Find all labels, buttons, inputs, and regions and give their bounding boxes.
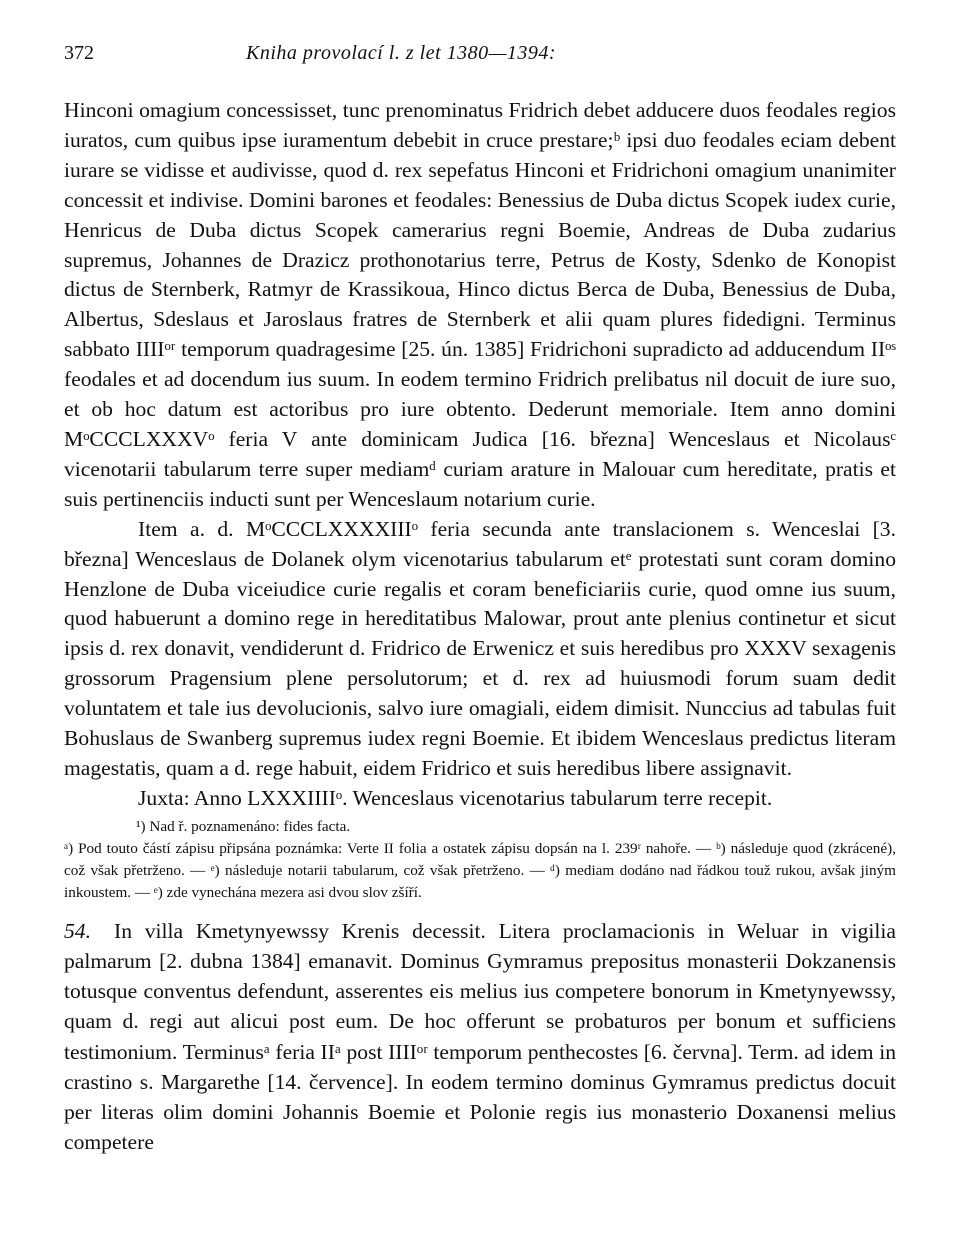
paragraph-continued: Hinconi omagium concessisset, tunc prenominatus Fridrich debet adducere duos feodales regios iuratos, cum quibus ipse iuramentum debebit in cruce prestare;ᵇ ipsi duo feodales eciam debent iurare se vidisse et audivisse, quod d. rex sepefatus Hinconi et Fridrichoni omagium unanimiter concessit et indivise. Domini barones et feodales: Benessius de Duba dictus Scopek iudex curie, Henricus de Duba dictus Scopek camerarius regni Boemie, Andreas de Duba zudarius supremus, Johannes de Drazicz prothonotarius terre, Petrus de Kosty, Sdenko de Konopist dictus de Sternberk, Ratmyr de Krassikoua, Hinco dictus Berca de Duba, Benessius de Duba, Albertus, Sdeslaus et Jaroslaus fratres de Sternberk et alii quam plures fidedigni. Terminus sabbato IIIIᵒʳ temporum quadragesime [25. ún. 1385] Fridrichoni supradicto ad adducendum IIᵒˢ feodales et ad docendum ius suum. In eodem termino Fridrich prelibatus nil docuit de iure suo, et ob hoc datum est actoribus pro iure obtento. Dederunt memoriale. Item anno domini MᵒCCCLXXXVᵒ feria V ante dominicam Judica [16. března] Wenceslaus et Nicolausᶜ vicenotarii tabularum terre super mediamᵈ curiam arature in Malouar cum hereditate, pratis et suis pertinenciis inducti sunt per Wenceslaum notarium curie. bbox=[64, 98, 896, 511]
entry-54 bbox=[64, 916, 896, 1158]
page-header bbox=[64, 42, 896, 76]
running-title: Kniha provolací l. z let 1380—1394: bbox=[246, 42, 557, 64]
footnote-letters: ᵃ) Pod touto částí zápisu připsána poznámka: Verte II folia a ostatek zápisu dopsán na l. 239ʳ nahoře. — ᵇ) následuje quod (zkrácené), což však přetrženo. — ᵉ) následuje notarii tabularum, což však přetrženo. — ᵈ) mediam dodáno nad řádkou touž rukou, avšak jiným inkoustem. — ᵉ) zde vynechána mezera asi dvou slov zšíří. bbox=[64, 839, 896, 901]
entry-number: 54. bbox=[64, 918, 91, 943]
entry-text: In villa Kmetynyewssy Krenis decessit. Litera proclamacionis in Weluar in vigilia palmarum [2. dubna 1384] emanavit. Dominus Gymramus prepositus monasterii Dokzanensis totusque conventus defendunt, asserentes eis melius ius competere bonorum in Kmetynyewssy, quam d. regi aut alicui post eum. De hoc offerunt se probaturos per bonum et sufficiens testimonium. Terminusᵃ feria IIᵃ post IIIIᵒʳ temporum penthecostes [6. června]. Term. ad idem in crastino s. Margarethe [14. července]. In eodem termino dominus Gymramus predictus docuit per literas olim domini Johannis Boemie et Polonie regis ius monasterio Doxanensi melius competere bbox=[64, 918, 896, 1155]
juxta-note: Juxta: Anno LXXXIIIIᵒ. Wenceslaus vicenotarius tabularum terre recepit. bbox=[138, 785, 773, 810]
main-text bbox=[64, 96, 896, 814]
page-number: 372 bbox=[64, 42, 94, 64]
document-page bbox=[64, 42, 896, 1157]
paragraph-item-1393: Item a. d. MᵒCCCLXXXXIIIᵒ feria secunda ante translacionem s. Wenceslai [3. března] Wenceslaus de Dolanek olym vicenotarius tabularum etᵉ protestati sunt coram domino Henzlone de Duba viceiudice curie regalis et coram beneficiariis curie, quod omne ius suum, quod habuerunt a domino rege in hereditatibus Malowar, prout ante plenius continetur et sicut ipsis d. rex donavit, vendiderunt d. Fridrico de Erwenicz et suis heredibus pro XXXV sexagenis grossorum Pragensium plene persolutorum; et d. rex ad huiusmodi forum suam dedit voluntatem et tale ius devolucionis, salvo iure omagiali, eidem dimisit. Nunccius ad tabulas fuit Bohuslaus de Swanberg supremus iudex regni Boemie. Et ibidem Wenceslaus predictus literam magestatis, quam a d. rege habuit, eidem Fridrico et suis heredibus libere assignavit. bbox=[64, 516, 896, 780]
footnotes bbox=[64, 816, 896, 904]
footnote-1: ¹) Nad ř. poznamenáno: fides facta. bbox=[136, 817, 351, 835]
